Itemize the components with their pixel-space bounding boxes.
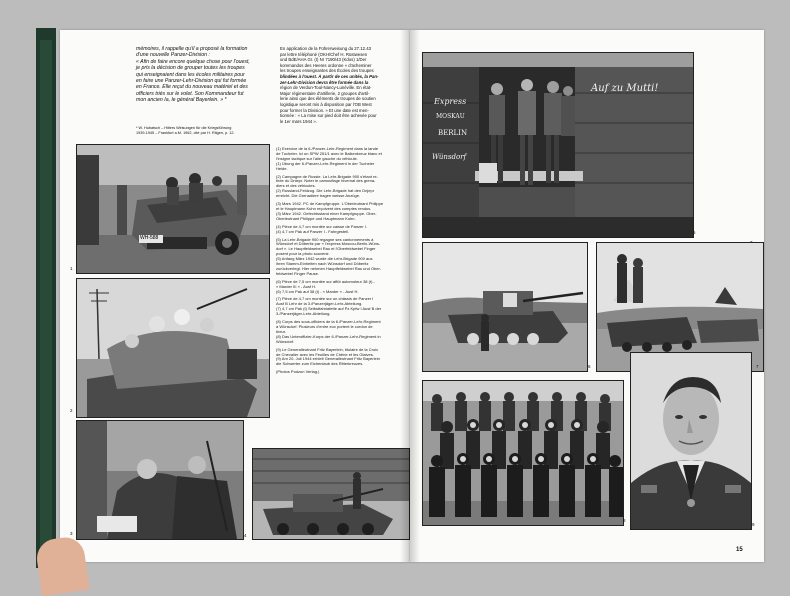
photo-number: 1 [70, 266, 73, 271]
caption-line: « Marder III » - Ausf H. [276, 283, 317, 289]
body-line: par lettre téléphoné (OKH/Chef H. Rüstwesen [280, 51, 368, 57]
caption-line: (8) Corps des sous-officiers de la 6./Panzer-Lehr-Regiment [276, 319, 381, 325]
caption-line: posent pour la photo souvenir. [276, 251, 330, 257]
caption-line: (5) Anfang März 1942 wurde die Lehr-Brigade 900 aus [276, 256, 373, 262]
photo-command-post [76, 420, 244, 540]
caption-line: (8) Das Unteroffizier-Korps der 6./Panzer-Lehr-Regiment in [276, 333, 381, 339]
caption-line: 3./Panzerjäger-Lehr-Abteilung. [276, 311, 331, 317]
caption-line: (2) Russland-Feldzug. Die Lehr-Brigade hat den Dnjepr [276, 188, 375, 194]
body-line: le 1er mars 1944 ». [280, 118, 318, 124]
body-line: Major régimentaire d'artillerie, 2 groupes d'artil- [280, 90, 370, 96]
body-line: lerie ainsi que des éléments de troupes de soutien [280, 96, 376, 102]
captions-column [276, 147, 408, 375]
caption-line: Wünsdorf. [276, 338, 295, 344]
caption-line: (1) Exercice de la 6./Panzer-Lehr-Regiment dans la lande [276, 146, 379, 151]
caption-line: (5) La Lehr-Brigade 900 regagne ses cantonnements à [276, 236, 374, 242]
caption-line: feldwebel Finger Pause. [276, 270, 319, 276]
caption-line: de Tucheler. Ici un SPW 251/1 avec le Balkenkreuz blanc et [276, 150, 382, 156]
caption-line: zurückverlegt. Hier nehmen Hauptfeldwebel Rau und Ober- [276, 265, 382, 271]
body-line: région de Verdun-Toul-Nancy-Lunéville. En état- [280, 85, 372, 91]
chalk-text: Express [434, 97, 467, 106]
photo-train-car [422, 52, 694, 238]
book-cover-edge [40, 40, 52, 560]
photo-bayerlein-portrait [630, 352, 752, 530]
intro-line: je pris la décision de grouper toutes les troupes [136, 65, 245, 72]
intro-line: mon ancien Ia, le général Bayerlein. » * [136, 97, 227, 104]
body-line: pour former la Division. » Et une date est men- [280, 107, 369, 113]
body-column [280, 46, 410, 124]
chalk-text: Auf zu Mutti! [591, 83, 659, 94]
caption-line: (6) 7,5 cm Pak auf 38 (t) - « Marder » - Ausf H. [276, 288, 359, 294]
caption-line: (7) Pièce de 4,7 cm montée sur un châssis de Panzer I [276, 296, 374, 302]
body-line: tionnée : « La mise sur pied doit être achevée pour [280, 113, 377, 119]
chalk-text: BERLIN [438, 129, 468, 137]
caption-line: dorf ». Le Hauptfeldwebel Rau et l'Oberfeldwebel Finger [276, 246, 376, 252]
caption-line: tirée du Dniepr. Noter le camouflage hivernal des grena- [276, 178, 376, 184]
right-page [410, 30, 764, 562]
caption-line: et le Hauptmann Kuhn reçoivent des comptes rendus. [276, 205, 372, 211]
caption-line: tireur. [276, 328, 287, 334]
caption-line: (2) Campagne de Russie. La Lehr-Brigade 900 s'étant re- [276, 173, 378, 179]
caption-line: Heide. [276, 165, 288, 171]
body-line: logistique seront mis à disposition par l'OB West [280, 101, 372, 107]
photo-number: 4 [244, 533, 247, 538]
caption-line: (7) 4,7 cm Pak (t) Selbstfahrlafette auf Pz Kpfw I Ausf B der [276, 306, 382, 312]
caption-line: à Wünsdorf. Plusieurs d'entre eux portent le cordon de [276, 324, 373, 329]
photo-nco-group [422, 380, 624, 526]
caption-line: erreicht. Die Grenadiere tragen weisse Anzüge. [276, 193, 361, 199]
body-line: les troupes enseignantes des Écoles des troupes [280, 68, 374, 74]
footnote-line: 1939-1945 – Frankfurt a.M. 1962, cité par H. Ritgen, p. 12. [136, 130, 235, 135]
photo-marder [422, 242, 588, 372]
caption-line: Oberleutnant Philippe und Hauptmann Kuhn. [276, 215, 356, 221]
caption-line: (1) Übung der 6./Panzer-Lehr-Regiment in der Tucheler [276, 160, 375, 166]
photo-number: 9 [752, 522, 755, 527]
caption-line: de Chevalier avec les Feuilles de Chêne et les Glaives. [276, 351, 374, 357]
body-line: blindées à l'ouest. À partir de ces unités, la Pan- [280, 73, 379, 79]
footnote [136, 126, 276, 135]
caption-line: (Photos Podzun Verlag.) [276, 369, 320, 375]
photo-number: 7 [756, 364, 759, 369]
intro-line: qui enseignaient dans les écoles militaires pour [136, 71, 245, 78]
caption-line: die Schwerter zum Eichenlaub des Ritterkreuzes. [276, 361, 364, 367]
caption-line: (6) Pièce de 7,5 cm montée sur affût automoteur 38 (t) - [276, 278, 375, 284]
caption-line: (9) Am 20. Juli 1944 erhielt Generalleutnant Fritz Bayerlein [276, 356, 380, 362]
photo-panzer-gun [252, 448, 410, 540]
caption-line: Wünsdorf et Döberitz par « l'express Moscou-Berlin-Wüns- [276, 241, 381, 247]
caption-line: (3) Mars 1942. PC de Kampfgruppe. L'Oberleutnant Philippe [276, 201, 384, 207]
caption-line: diers et des véhicules. [276, 183, 316, 189]
intro-quote [136, 46, 266, 104]
caption-line: (4) 4,7 cm Pak auf Panzer I - Fahrgestell. [276, 228, 350, 234]
caption-line: ihren Stamm-Einheiten nach Wünsdorf und Döberitz [276, 261, 369, 267]
intro-line: d'une nouvelle Panzer-Division : [136, 52, 210, 59]
page-gutter [400, 30, 420, 562]
photo-number: 2 [70, 408, 73, 413]
photo-number: 3 [70, 531, 73, 536]
intro-line: « Afin de faire encore quelque chose pour l'ouest, [136, 58, 250, 65]
photo-number: 8 [623, 518, 626, 523]
body-line: zer-Lehr-Division devra être formée dans la [280, 79, 369, 85]
photo-number: 6 [588, 364, 591, 369]
chalk-text: MOSKAU [436, 113, 465, 120]
page-number: 15 [736, 547, 743, 553]
left-page [60, 30, 410, 562]
caption-line: Ausf B Lehr de la 3./Panzerjäger-Lehr-Abteilung. [276, 301, 363, 307]
body-line: En application de la Führerweisung du 27.12.43 [280, 46, 372, 51]
body-line: kommandos des Heeres ordonne « d'acheminer [280, 62, 372, 68]
caption-line: (9) Le Generalleutnant Fritz Bayerlein, titulaire de la Croix [276, 346, 379, 352]
chalk-text: Wünsdorf [432, 153, 467, 161]
photo-soldiers-vehicle [76, 278, 270, 418]
intro-line: en France. Elle reçut du nouveau matériel et des [136, 84, 248, 91]
caption-line: (4) Pièce de 4,7 cm montée sur caisse de Panzer I. [276, 223, 367, 229]
intro-line: officiers triés sur le volet. Son Kommandeur fut [136, 90, 244, 97]
caption-line: l'insigne tactique sur l'aile gauche du véhicule. [276, 155, 358, 161]
photo-halftrack [76, 144, 270, 274]
photo-number: 5 [693, 230, 696, 235]
intro-line: en faire une Panzer-Lehr-Division qui fut formée [136, 78, 247, 85]
caption-line: (3) März 1942. Gefechtsstand einer Kampfgruppe. Ober- [276, 210, 377, 216]
intro-line: mémoires, il rappelle qu'il a proposé la formation [136, 46, 248, 52]
license-plate: WH-588 [140, 235, 159, 241]
footnote-line: * W. Hubatsch – Hitlers Weisungen für die Kriegsführung [136, 126, 232, 130]
body-line: und BdE/AHA Gr. (I) Nr 7190/43 (Kdos) 1/Der [280, 57, 367, 63]
